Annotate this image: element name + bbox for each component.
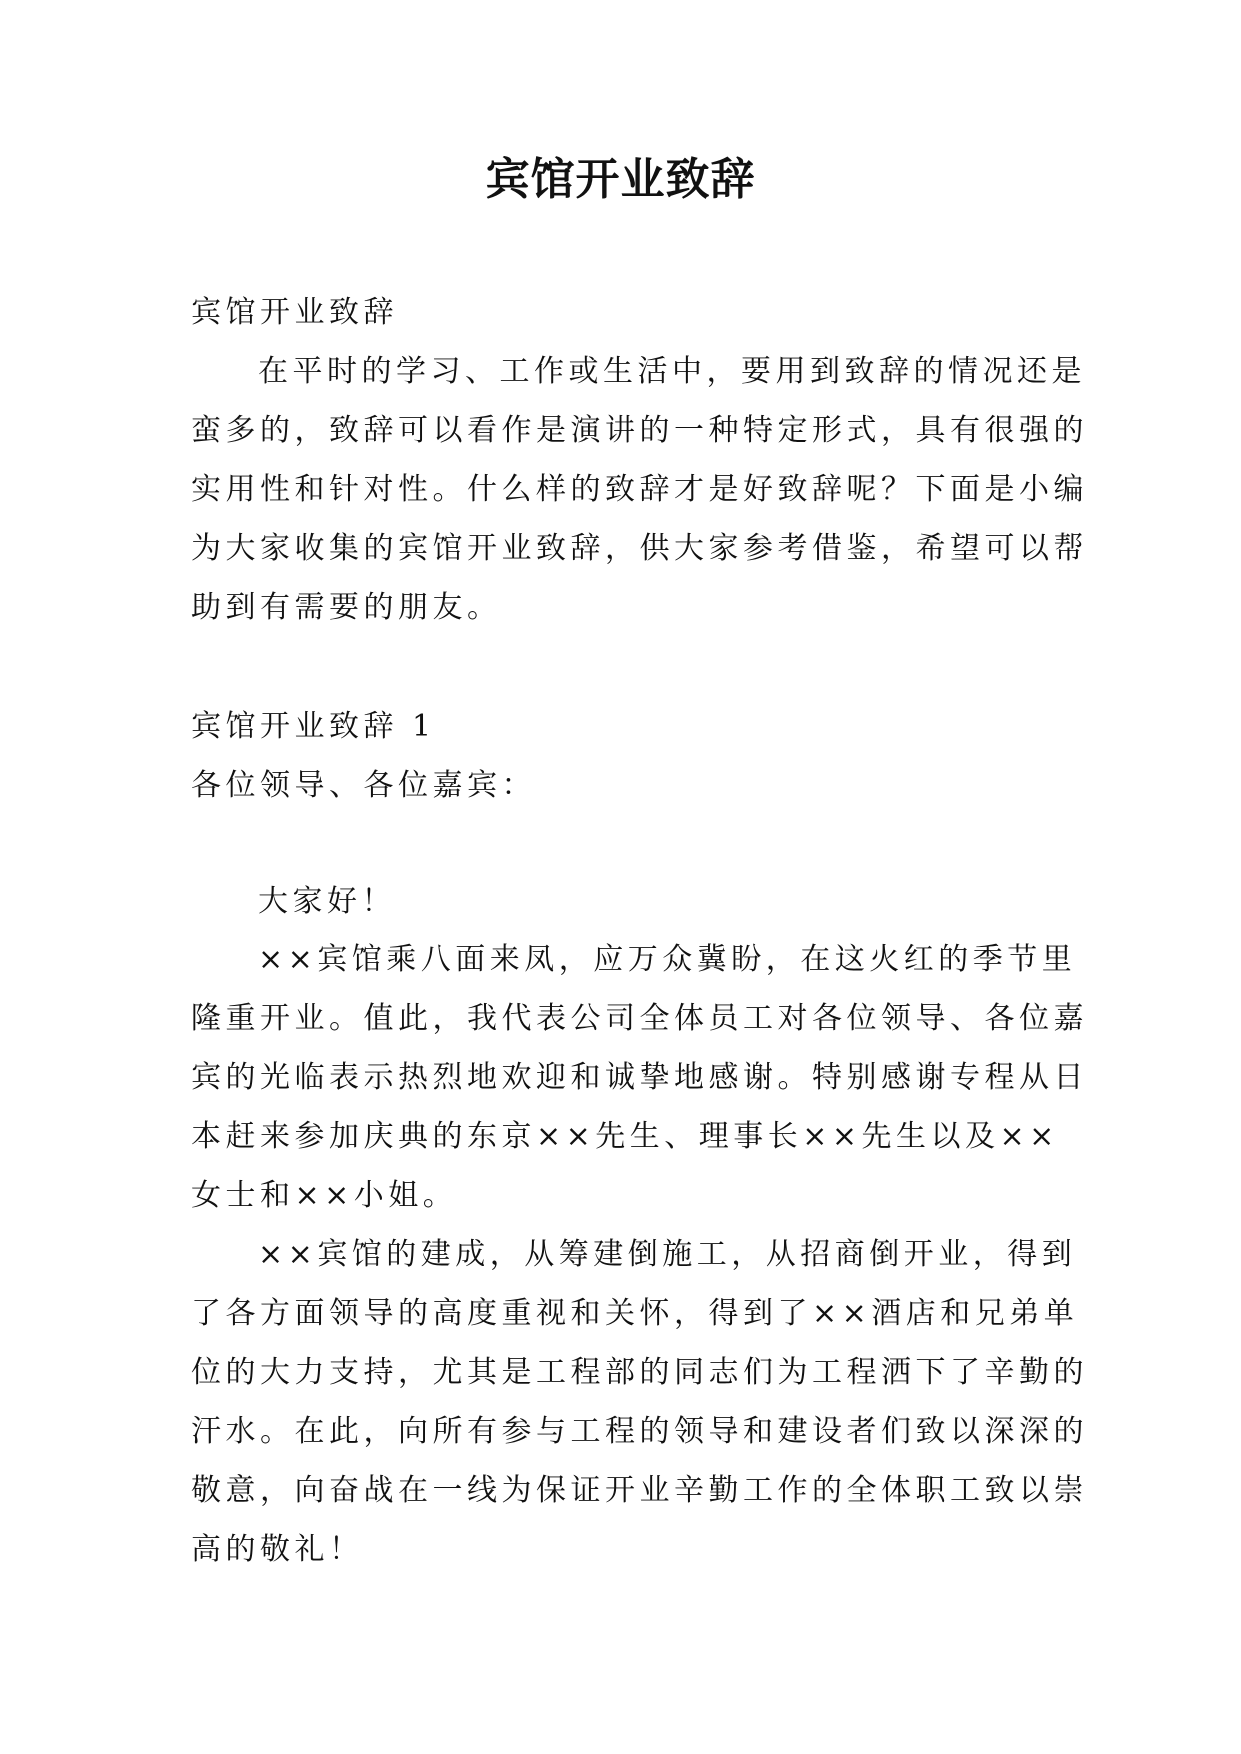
- intro-line: 为大家收集的宾馆开业致辞，供大家参考借鉴，希望可以帮: [191, 531, 1088, 566]
- paragraph-line: 位的大力支持，尤其是工程部的同志们为工程洒下了辛勤的: [191, 1355, 1088, 1390]
- document-title: 宾馆开业致辞: [485, 154, 756, 205]
- paragraph-line: 敬意，向奋战在一线为保证开业辛勤工作的全体职工致以崇: [191, 1473, 1088, 1508]
- paragraph-line: 女士和××小姐。: [191, 1178, 458, 1213]
- paragraph-line: 了各方面领导的高度重视和关怀，得到了××酒店和兄弟单: [191, 1296, 1079, 1331]
- paragraph-line: 本赶来参加庆典的东京××先生、理事长××先生以及××: [191, 1119, 1059, 1154]
- paragraph-line: 宾的光临表示热烈地欢迎和诚挚地感谢。特别感谢专程从日: [191, 1060, 1088, 1095]
- paragraph-line: 高的敬礼！: [191, 1532, 364, 1567]
- greeting: 各位领导、各位嘉宾：: [191, 768, 536, 803]
- subtitle: 宾馆开业致辞: [191, 295, 398, 330]
- hello-line: 大家好！: [258, 884, 396, 919]
- intro-line: 蛮多的，致辞可以看作是演讲的一种特定形式，具有很强的: [191, 413, 1088, 448]
- intro-line: 在平时的学习、工作或生活中，要用到致辞的情况还是: [258, 354, 1086, 389]
- paragraph-line: ××宾馆乘八面来凤，应万众冀盼，在这火红的季节里: [258, 942, 1077, 977]
- section-heading: 宾馆开业致辞 1: [191, 709, 436, 744]
- paragraph-line: ××宾馆的建成，从筹建倒施工，从招商倒开业，得到: [258, 1237, 1077, 1272]
- paragraph-line: 汗水。在此，向所有参与工程的领导和建设者们致以深深的: [191, 1414, 1088, 1449]
- intro-line: 助到有需要的朋友。: [191, 590, 502, 625]
- intro-line: 实用性和针对性。什么样的致辞才是好致辞呢？下面是小编: [191, 472, 1088, 507]
- paragraph-line: 隆重开业。值此，我代表公司全体员工对各位领导、各位嘉: [191, 1001, 1088, 1036]
